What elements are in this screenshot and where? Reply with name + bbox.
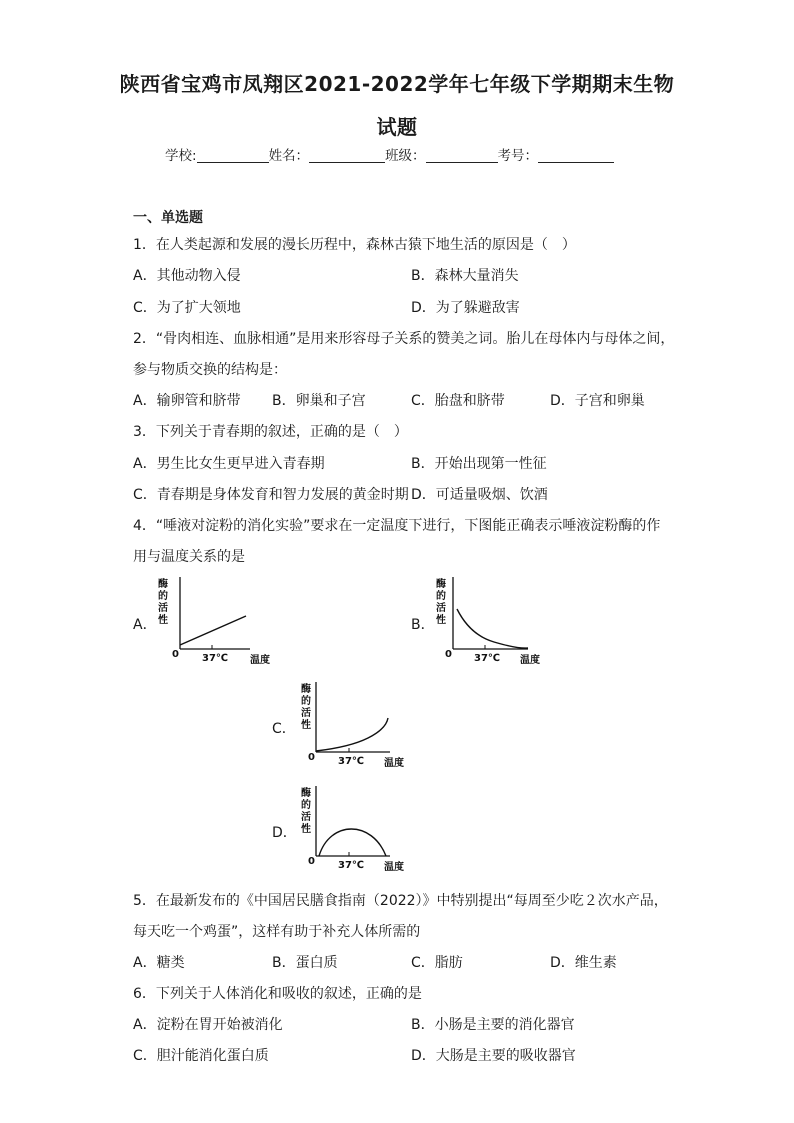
ylabel-char: 的 [158,591,168,602]
q4-option-a-label[interactable]: A． [133,617,157,633]
school-label: 学校: [165,148,197,164]
q4-option-c-label[interactable]: C． [272,721,296,737]
q4-stem: 4．“唾液对淀粉的消化实验”要求在一定温度下进行，下图能正确表示唾液淀粉酶的作 [133,518,661,534]
page-title-line2: 试题 [376,115,418,139]
ylabel-char: 性 [436,615,446,626]
ylabel-char: 活 [301,812,311,823]
ylabel-char: 活 [158,603,168,614]
q5-stem-cont: 每天吃一个鸡蛋”，这样有助于补充人体所需的 [133,924,421,940]
number-label: 考号： [497,148,539,164]
name-blank[interactable] [309,148,385,163]
q4-option-d-label[interactable]: D． [272,825,297,841]
q1-option-c[interactable]: C．为了扩大领地 [133,300,241,316]
origin-label: 0 [172,649,179,660]
q1-stem: 1．在人类起源和发展的漫长历程中，森林古猿下地生活的原因是（ ） [133,237,576,253]
q6-option-a[interactable]: A．淀粉在胃开始被消化 [133,1017,283,1033]
q2-option-c[interactable]: C．胎盘和脐带 [411,393,505,409]
q6-option-c[interactable]: C．胆汁能消化蛋白质 [133,1048,269,1064]
q6-stem: 6．下列关于人体消化和吸收的叙述，正确的是 [133,986,422,1002]
ylabel-char: 活 [301,708,311,719]
student-info-row [165,144,614,164]
activity-curve [316,718,388,751]
activity-curve [457,609,528,648]
q1-option-d[interactable]: D．为了躲避敌害 [411,300,520,316]
tick-label: 37℃ [474,653,501,664]
ylabel-char: 酶 [301,788,311,799]
q3-option-b[interactable]: B．开始出现第一性征 [411,456,547,472]
q4-graph-c[interactable] [290,680,420,775]
class-label: 班级： [385,148,426,164]
origin-label: 0 [308,752,315,763]
ylabel-char: 酶 [158,579,168,590]
x-axis-label: 温度 [250,655,270,666]
q1-option-a[interactable]: A．其他动物入侵 [133,268,241,284]
q6-option-d[interactable]: D．大肠是主要的吸收器官 [411,1048,576,1064]
q2-option-b[interactable]: B．卵巢和子宫 [272,393,366,409]
tick-label: 37℃ [338,756,365,767]
ylabel-char: 性 [301,824,311,835]
ylabel-char: 性 [301,720,311,731]
q2-option-d[interactable]: D．子宫和卵巢 [550,393,645,409]
x-axis-label: 温度 [384,862,404,873]
q3-stem: 3．下列关于青春期的叙述，正确的是（ ） [133,424,408,440]
tick-label: 37℃ [202,653,229,664]
q5-option-c[interactable]: C．脂肪 [411,955,463,971]
ylabel-char: 的 [301,696,311,707]
q4-graph-a[interactable] [150,575,280,670]
q5-stem: 5．在最新发布的《中国居民膳食指南（2022）》中特别提出“每周至少吃２次水产品， [133,893,668,909]
number-blank[interactable] [538,148,614,163]
q6-option-b[interactable]: B．小肠是主要的消化器官 [411,1017,575,1033]
q4-graph-b[interactable] [428,575,558,670]
q3-option-c[interactable]: C．青春期是身体发育和智力发展的黄金时期 [133,487,409,503]
class-blank[interactable] [426,148,498,163]
ylabel-char: 的 [436,591,446,602]
section-heading: 一、单选题 [133,210,203,226]
x-axis-label: 温度 [384,758,404,769]
q4-graph-d[interactable] [290,782,420,877]
q4-option-b-label[interactable]: B． [411,617,435,633]
q5-option-a[interactable]: A．糖类 [133,955,185,971]
ylabel-char: 酶 [436,579,446,590]
name-label: 姓名： [268,148,310,164]
activity-curve [319,829,386,856]
school-blank[interactable] [197,148,269,163]
page-title: 陕西省宝鸡市凤翔区2021-2022学年七年级下学期期末生物 [119,72,675,96]
q5-option-d[interactable]: D．维生素 [550,955,617,971]
q2-stem-cont: 参与物质交换的结构是： [133,362,287,378]
origin-label: 0 [445,649,452,660]
q5-option-b[interactable]: B．蛋白质 [272,955,338,971]
tick-label: 37℃ [338,860,365,871]
q3-option-d[interactable]: D．可适量吸烟、饮酒 [411,487,548,503]
activity-curve [180,616,246,645]
q3-option-a[interactable]: A．男生比女生更早进入青春期 [133,456,325,472]
ylabel-char: 性 [158,615,168,626]
origin-label: 0 [308,856,315,867]
q2-option-a[interactable]: A．输卵管和脐带 [133,393,241,409]
x-axis-label: 温度 [520,655,540,666]
ylabel-char: 活 [436,603,446,614]
ylabel-char: 的 [301,800,311,811]
q2-stem: 2．“骨肉相连、血脉相通”是用来形容母子关系的赞美之词。胎儿在母体内与母体之间， [133,331,675,347]
ylabel-char: 酶 [301,684,311,695]
q4-stem-cont: 用与温度关系的是 [133,549,245,565]
q1-option-b[interactable]: B．森林大量消失 [411,268,519,284]
